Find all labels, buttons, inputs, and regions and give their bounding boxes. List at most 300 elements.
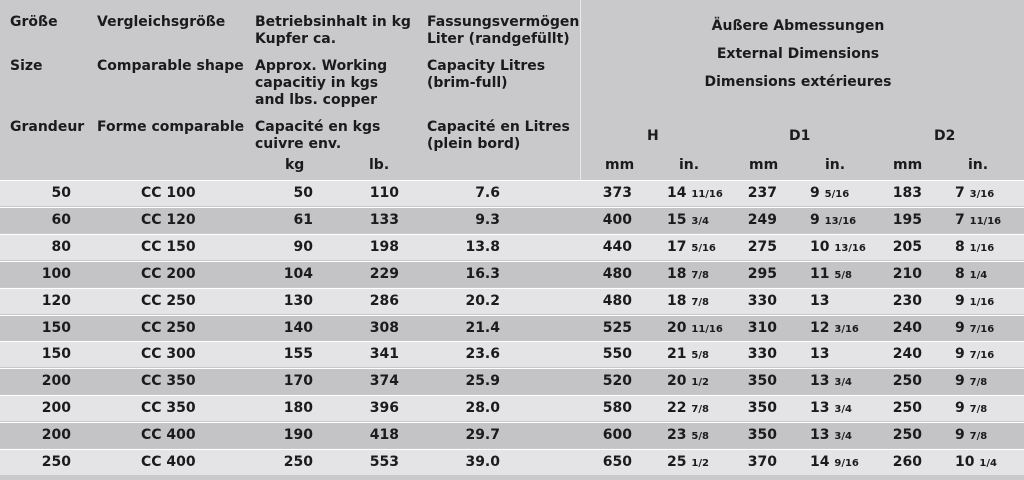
cell-d1-in [810,211,880,231]
cell-kg-value: 170 [283,373,313,390]
cell-litres-value: 7.6 [475,185,500,201]
cell-d2-in-fraction: 7/16 [969,323,995,335]
cell-h-in [667,265,737,285]
cell-d1-mm [743,238,777,256]
cell-kg [279,399,313,417]
cell-d1-mm-value: 350 [747,400,777,417]
cell-h-mm-value: 373 [602,185,632,201]
cell-litres-value: 28.0 [465,400,500,417]
cell-d2-in-value: 9 [955,373,965,390]
cell-d1-mm-value: 330 [747,346,777,363]
cell-d2-in-fraction: 1/4 [969,269,988,281]
cell-d2-mm-value: 260 [892,454,922,470]
cell-size [37,319,71,337]
cell-d1-in-fraction: 13/16 [824,215,857,227]
cell-h-in-fraction: 11/16 [691,323,723,335]
cell-h-mm [598,238,632,256]
cell-d1-in-fraction: 9/16 [834,458,859,469]
cell-litres-value: 13.8 [465,238,500,255]
cell-kg-value: 61 [293,211,313,228]
cell-lb [365,399,399,417]
cell-h-in-fraction: 1/2 [691,377,709,389]
cell-d2-in-value: 9 [955,346,965,363]
cell-litres [460,399,500,417]
cell-d1-in-fraction: 3/4 [834,377,852,389]
cell-d2-mm [888,453,922,471]
cell-d2-mm-value: 240 [892,319,922,336]
cell-h-in-value: 18 [667,292,687,309]
cell-litres [460,426,500,444]
cell-h-mm [598,399,632,417]
cell-h-mm-value: 525 [602,319,632,336]
cell-litres-value: 9.3 [475,211,500,228]
cell-litres [460,238,500,256]
cell-d2-mm-value: 210 [892,265,922,282]
cell-shape [141,211,211,229]
cell-shape [141,265,211,283]
cell-d1-in-fraction: 3/4 [834,404,852,416]
cell-d1-in-value: 10 [810,238,830,255]
cell-d1-in-value: 13 [810,400,830,417]
cell-shape-value: CC 400 [141,454,196,470]
unit-d2-mm: mm [893,157,923,173]
cell-litres [460,453,500,471]
cell-d1-mm [743,453,777,471]
cell-lb [365,265,399,283]
cell-shape [141,238,211,256]
cell-shape [141,426,211,444]
cell-h-mm [598,265,632,283]
cell-d2-mm-value: 195 [892,211,922,228]
cell-h-in-value: 15 [667,211,687,228]
cell-d2-in-fraction: 1/4 [979,458,997,469]
cell-h-in-value: 25 [667,454,687,470]
cell-size [37,238,71,256]
cell-d2-in [955,265,1021,285]
cell-lb-value: 133 [369,211,399,228]
cell-litres [460,211,500,229]
unit-d1-in: in. [825,157,846,173]
cell-d2-in [955,211,1021,231]
cell-size [37,184,71,202]
cell-h-in [667,453,737,473]
cell-shape-value: CC 400 [141,427,196,444]
cell-lb [365,426,399,444]
cell-kg [279,292,313,310]
cell-lb [365,345,399,363]
cell-size-value: 120 [41,292,71,309]
cell-d2-in-fraction: 11/16 [969,215,1002,227]
cell-lb-value: 374 [369,373,399,390]
cell-h-in-value: 18 [667,265,687,282]
cell-h-in [667,426,737,446]
header-size-en: Size [10,58,43,74]
cell-h-in-fraction: 7/8 [691,269,709,281]
cell-d1-mm [743,265,777,283]
column-divider [580,0,581,180]
table-row [0,341,1024,367]
cell-d1-mm-value: 330 [747,292,777,309]
cell-d2-mm [888,292,922,310]
cell-shape [141,292,211,310]
cell-h-in [667,345,737,365]
unit-d1-mm: mm [749,157,779,173]
header-d1: D1 [789,128,811,144]
cell-d2-in [955,453,1021,473]
cell-h-in-fraction: 1/2 [691,458,709,469]
cell-d2-in [955,372,1021,392]
cell-litres-value: 20.2 [465,292,500,309]
cell-h-in-value: 22 [667,400,687,417]
cell-shape [141,319,211,337]
cell-lb-value: 198 [369,238,399,255]
cell-kg [279,453,313,471]
cell-d2-mm [888,345,922,363]
cell-d2-mm-value: 183 [892,185,922,201]
cell-kg-value: 250 [283,454,313,470]
table-row [0,180,1024,206]
cell-d1-in [810,426,880,446]
cell-d1-in-value: 11 [810,265,830,282]
table-row [0,395,1024,421]
cell-shape-value: CC 100 [141,185,196,201]
cell-shape-value: CC 300 [141,346,196,363]
cell-d1-mm [743,426,777,444]
cell-d1-in-value: 13 [810,346,830,363]
cell-h-mm [598,426,632,444]
cell-size [37,372,71,390]
table-row [0,234,1024,260]
cell-kg-value: 90 [293,238,313,255]
cell-d2-in-value: 9 [955,400,965,417]
header-shape-de: Vergleichsgröße [97,14,226,30]
cell-d2-in [955,184,1021,204]
cell-d1-mm [743,399,777,417]
cell-d1-mm-value: 295 [747,265,777,282]
cell-d2-in-value: 7 [955,185,965,201]
cell-h-in-fraction: 5/8 [691,350,709,362]
cell-shape [141,372,211,390]
cell-h-in-value: 20 [667,373,687,390]
cell-d2-mm-value: 205 [892,238,922,255]
cell-h-mm [598,345,632,363]
cell-d1-in [810,372,880,392]
cell-litres [460,292,500,310]
cell-h-mm-value: 520 [602,373,632,390]
cell-d1-in-fraction: 3/4 [834,431,852,443]
cell-h-mm-value: 400 [602,211,632,228]
cell-h-mm-value: 480 [602,265,632,282]
cell-d2-in [955,345,1021,365]
cell-h-mm [598,292,632,310]
header-h: H [647,128,659,144]
unit-kg: kg [285,157,305,173]
cell-d2-in-fraction: 1/16 [969,296,995,308]
cell-d1-in [810,238,880,258]
cell-h-mm [598,453,632,471]
table-row [0,288,1024,314]
cell-shape-value: CC 200 [141,265,196,282]
cell-d2-mm-value: 240 [892,346,922,363]
cell-d1-mm [743,184,777,202]
cell-d1-in-value: 13 [810,427,830,444]
cell-lb-value: 396 [369,400,399,417]
cell-lb [365,211,399,229]
cell-d1-mm [743,211,777,229]
cell-d1-in-value: 9 [810,185,820,201]
cell-d2-in [955,319,1021,339]
cell-kg [279,211,313,229]
cell-shape-value: CC 150 [141,238,196,255]
cell-kg-value: 50 [293,185,313,201]
cell-litres-value: 25.9 [465,373,500,390]
cell-h-in-fraction: 5/8 [691,431,709,443]
cell-h-in-value: 14 [667,185,687,201]
header-volume-de: Fassungsvermögen Liter (randgefüllt) [427,14,580,47]
cell-d2-mm [888,238,922,256]
cell-d1-in-fraction: 13/16 [834,242,866,254]
cell-d1-mm-value: 237 [747,185,777,201]
cell-litres [460,319,500,337]
cell-shape-value: CC 350 [141,373,196,390]
cell-shape-value: CC 250 [141,292,196,309]
cell-d2-in [955,292,1021,312]
header-shape-fr: Forme comparable [97,119,245,135]
cell-h-mm [598,184,632,202]
cell-kg-value: 104 [283,265,313,282]
cell-h-in [667,238,737,258]
cell-lb-value: 308 [369,319,399,336]
cell-size-value: 100 [41,265,71,282]
cell-lb [365,184,399,202]
cell-d2-mm [888,399,922,417]
cell-h-in-value: 23 [667,427,687,444]
cell-d2-mm [888,319,922,337]
cell-d2-mm-value: 250 [892,427,922,444]
cell-d1-mm-value: 350 [747,373,777,390]
cell-litres-value: 23.6 [465,346,500,363]
cell-size-value: 200 [41,427,71,444]
cell-d1-in [810,184,880,204]
cell-d2-in-fraction: 7/8 [969,404,988,416]
cell-litres [460,265,500,283]
cell-h-mm [598,319,632,337]
cell-h-mm-value: 480 [602,292,632,309]
cell-d1-in-fraction: 5/8 [834,269,852,281]
table-row [0,315,1024,341]
cell-d2-mm [888,211,922,229]
cell-h-mm-value: 580 [602,400,632,417]
cell-d1-in-value: 13 [810,373,830,390]
header-capacity-fr: Capacité en kgs cuivre env. [255,119,381,152]
cell-size [37,453,71,471]
cell-d2-in-fraction: 7/8 [969,431,988,443]
cell-d2-mm [888,184,922,202]
cell-h-mm-value: 550 [602,346,632,363]
cell-h-in-value: 17 [667,238,687,255]
cell-d1-in-value: 13 [810,292,830,309]
cell-size-value: 200 [41,400,71,417]
unit-h-in: in. [679,157,700,173]
cell-d2-in-value: 9 [955,427,965,444]
cell-litres [460,345,500,363]
cell-d1-in [810,319,880,339]
cell-size [37,265,71,283]
cell-litres [460,372,500,390]
cell-d2-mm [888,265,922,283]
cell-d2-in-value: 9 [955,292,965,309]
cell-d2-in-value: 9 [955,319,965,336]
cell-lb-value: 286 [369,292,399,309]
cell-d1-in-value: 12 [810,319,830,336]
cell-kg-value: 130 [283,292,313,309]
cell-h-in-fraction: 7/8 [691,404,709,416]
cell-shape-value: CC 120 [141,211,196,228]
cell-lb [365,319,399,337]
cell-shape [141,399,211,417]
cell-kg-value: 180 [283,400,313,417]
cell-d1-mm [743,319,777,337]
table-row [0,368,1024,394]
cell-size-value: 50 [51,185,71,201]
cell-kg [279,265,313,283]
cell-kg [279,319,313,337]
table-row [0,261,1024,287]
cell-size [37,399,71,417]
cell-h-mm-value: 600 [602,427,632,444]
cell-d1-in-value: 14 [810,454,830,470]
cell-litres-value: 39.0 [465,454,500,470]
cell-d2-mm-value: 250 [892,400,922,417]
table-row [0,207,1024,233]
cell-d2-mm-value: 230 [892,292,922,309]
cell-kg [279,372,313,390]
header-volume-fr: Capacité en Litres (plein bord) [427,119,570,152]
cell-shape-value: CC 250 [141,319,196,336]
cell-litres-value: 16.3 [465,265,500,282]
cell-d1-mm [743,372,777,390]
cell-size [37,211,71,229]
cell-d2-in-value: 10 [955,454,975,470]
cell-d1-in [810,453,880,473]
cell-d2-mm [888,372,922,390]
cell-d1-mm-value: 275 [747,238,777,255]
header-dims-de: Äußere Abmessungen [711,18,885,34]
cell-h-in [667,211,737,231]
cell-d2-in [955,238,1021,258]
table-row [0,449,1024,475]
cell-size-value: 60 [51,211,71,228]
cell-d2-in-fraction: 3/16 [969,189,995,200]
header-volume-en: Capacity Litres (brim-full) [427,58,546,91]
cell-shape [141,184,211,202]
cell-h-in [667,292,737,312]
cell-h-in [667,319,737,339]
cell-litres-value: 29.7 [465,427,500,444]
cell-litres [460,184,500,202]
cell-shape-value: CC 350 [141,400,196,417]
cell-h-mm-value: 440 [602,238,632,255]
cell-d1-in [810,265,880,285]
unit-d2-in: in. [968,157,989,173]
cell-lb [365,238,399,256]
cell-h-mm-value: 650 [602,454,632,470]
header-d2: D2 [934,128,956,144]
cell-h-in-fraction: 3/4 [691,215,709,227]
cell-size-value: 250 [41,454,71,470]
cell-size-value: 80 [51,238,71,255]
cell-h-in-value: 20 [667,319,687,336]
cell-d1-in [810,292,880,310]
cell-lb [365,453,399,471]
cell-d1-mm-value: 310 [747,319,777,336]
cell-kg-value: 155 [283,346,313,363]
cell-h-in-fraction: 7/8 [691,296,709,308]
cell-d1-in [810,399,880,419]
cell-size [37,292,71,310]
cell-lb [365,292,399,310]
cell-kg-value: 190 [283,427,313,444]
cell-kg-value: 140 [283,319,313,336]
header-shape-en: Comparable shape [97,58,244,74]
unit-h-mm: mm [605,157,635,173]
cell-d2-in-value: 7 [955,211,965,228]
cell-d1-mm-value: 370 [747,454,777,470]
cell-d2-in [955,426,1021,446]
cell-lb-value: 553 [369,454,399,470]
cell-h-in-fraction: 11/16 [691,189,723,200]
cell-h-mm [598,211,632,229]
cell-d1-in-value: 9 [810,211,820,228]
cell-size-value: 150 [41,319,71,336]
header-dims-en: External Dimensions [716,46,880,62]
cell-h-in [667,184,737,204]
cell-d1-in [810,345,880,363]
cell-size [37,426,71,444]
cell-size-value: 150 [41,346,71,363]
cell-lb-value: 110 [369,185,399,201]
cell-h-in [667,399,737,419]
cell-kg [279,238,313,256]
cell-litres-value: 21.4 [465,319,500,336]
cell-h-in-value: 21 [667,346,687,363]
header-capacity-de: Betriebsinhalt in kg Kupfer ca. [255,14,411,47]
cell-d2-in-value: 8 [955,238,965,255]
cell-d2-mm [888,426,922,444]
cell-lb-value: 418 [369,427,399,444]
header-size-fr: Grandeur [10,119,85,135]
cell-lb-value: 341 [369,346,399,363]
table-row [0,422,1024,448]
cell-d1-mm-value: 249 [747,211,777,228]
cell-size-value: 200 [41,373,71,390]
cell-d1-mm [743,345,777,363]
cell-d1-in-fraction: 5/16 [824,189,850,200]
cell-d2-in-value: 8 [955,265,965,282]
cell-kg [279,426,313,444]
cell-lb [365,372,399,390]
cell-d2-mm-value: 250 [892,373,922,390]
cell-size [37,345,71,363]
cell-d1-mm [743,292,777,310]
cell-d1-in-fraction: 3/16 [834,323,859,335]
cell-d2-in-fraction: 1/16 [969,242,995,254]
cell-h-mm [598,372,632,390]
unit-lb: lb. [369,157,390,173]
cell-d2-in [955,399,1021,419]
cell-h-in [667,372,737,392]
cell-h-in-fraction: 5/16 [691,242,716,254]
